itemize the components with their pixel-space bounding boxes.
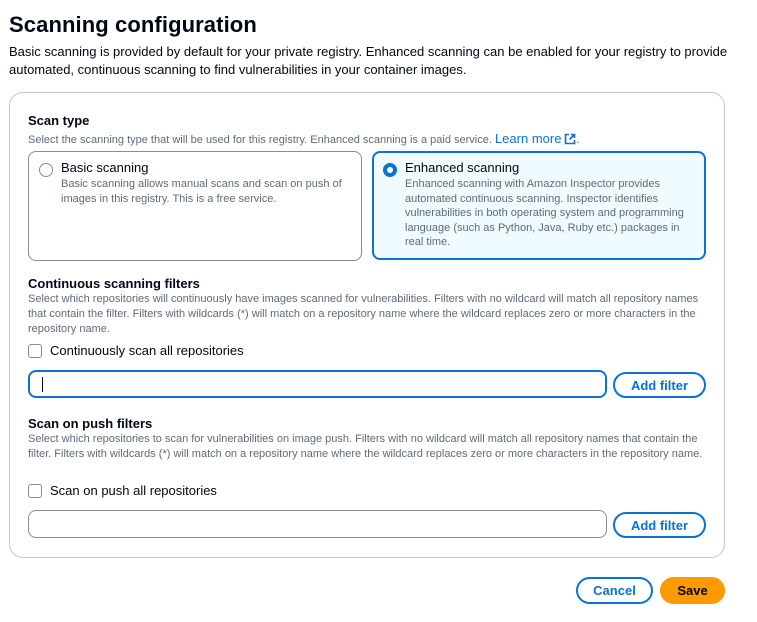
enhanced-scanning-tile[interactable] — [372, 151, 706, 260]
continuous-scan-all-checkbox[interactable] — [28, 344, 42, 358]
scan-on-push-filter-input[interactable] — [28, 510, 607, 538]
external-link-icon — [564, 133, 576, 148]
basic-scanning-radio[interactable] — [39, 163, 53, 177]
learn-more-link[interactable] — [495, 131, 576, 146]
continuous-scan-all-label: Continuously scan all repositories — [50, 343, 244, 358]
continuous-filter-input[interactable] — [28, 370, 607, 398]
enhanced-scanning-label: Enhanced scanning — [405, 160, 520, 175]
page-title: Scanning configuration — [9, 12, 257, 37]
scan-on-push-description: Select which repositories to scan for vulnerabilities on image push. Filters with no wildcard will match all repository names that contain the filter. Filters with wildcards (*) will match on a repository name where the wildcard replaces zero or more characters in the repository name. — [28, 433, 703, 460]
continuous-filters-description: Select which repositories will continuously have images scanned for vulnerabilities. Filters with no wildcard will match all repository names that contain the filter. Filters with wildcards (*) will match on a repository name where the wildcard replaces zero or more characters in the repository name. — [28, 293, 699, 335]
scan-on-push-add-filter-button[interactable]: Add filter — [613, 512, 706, 538]
scan-type-description-text: Select the scanning type that will be used for this registry. Enhanced scanning is a paid service. — [28, 134, 492, 146]
basic-scanning-description: Basic scanning allows manual scans and scan on push of images in this registry. This is a free service. — [61, 178, 342, 205]
scanning-config-panel — [9, 92, 725, 558]
continuous-scan-all-row[interactable] — [28, 343, 244, 358]
save-button[interactable]: Save — [660, 577, 725, 604]
basic-scanning-tile[interactable] — [28, 151, 362, 261]
basic-scanning-label: Basic scanning — [61, 160, 149, 175]
enhanced-scanning-radio[interactable] — [383, 163, 397, 177]
scan-on-push-all-row[interactable] — [28, 483, 217, 498]
page-description: Basic scanning is provided by default for your private registry. Enhanced scanning can be enabled for your registry to provide automated, continuous scanning to find vulnerabilities in your container images. — [9, 44, 728, 77]
scan-type-title: Scan type — [28, 113, 90, 128]
scan-on-push-all-label: Scan on push all repositories — [50, 483, 217, 498]
learn-more-label: Learn more — [494, 131, 562, 146]
enhanced-scanning-description: Enhanced scanning with Amazon Inspector provides automated continuous scanning. Inspector identifies vulnerabilities in both operating system and programming language (such as Python, Java, Ruby etc.) packages in real time. — [405, 178, 684, 248]
continuous-filters-title: Continuous scanning filters — [28, 276, 200, 291]
text-caret — [42, 377, 43, 392]
scan-on-push-all-checkbox[interactable] — [28, 484, 42, 498]
continuous-add-filter-button[interactable]: Add filter — [613, 372, 706, 398]
cancel-button[interactable]: Cancel — [576, 577, 653, 604]
scan-on-push-title: Scan on push filters — [28, 416, 153, 431]
scan-type-description: Select the scanning type that will be used for this registry. Enhanced scanning is a paid service. Learn more . — [28, 131, 580, 146]
